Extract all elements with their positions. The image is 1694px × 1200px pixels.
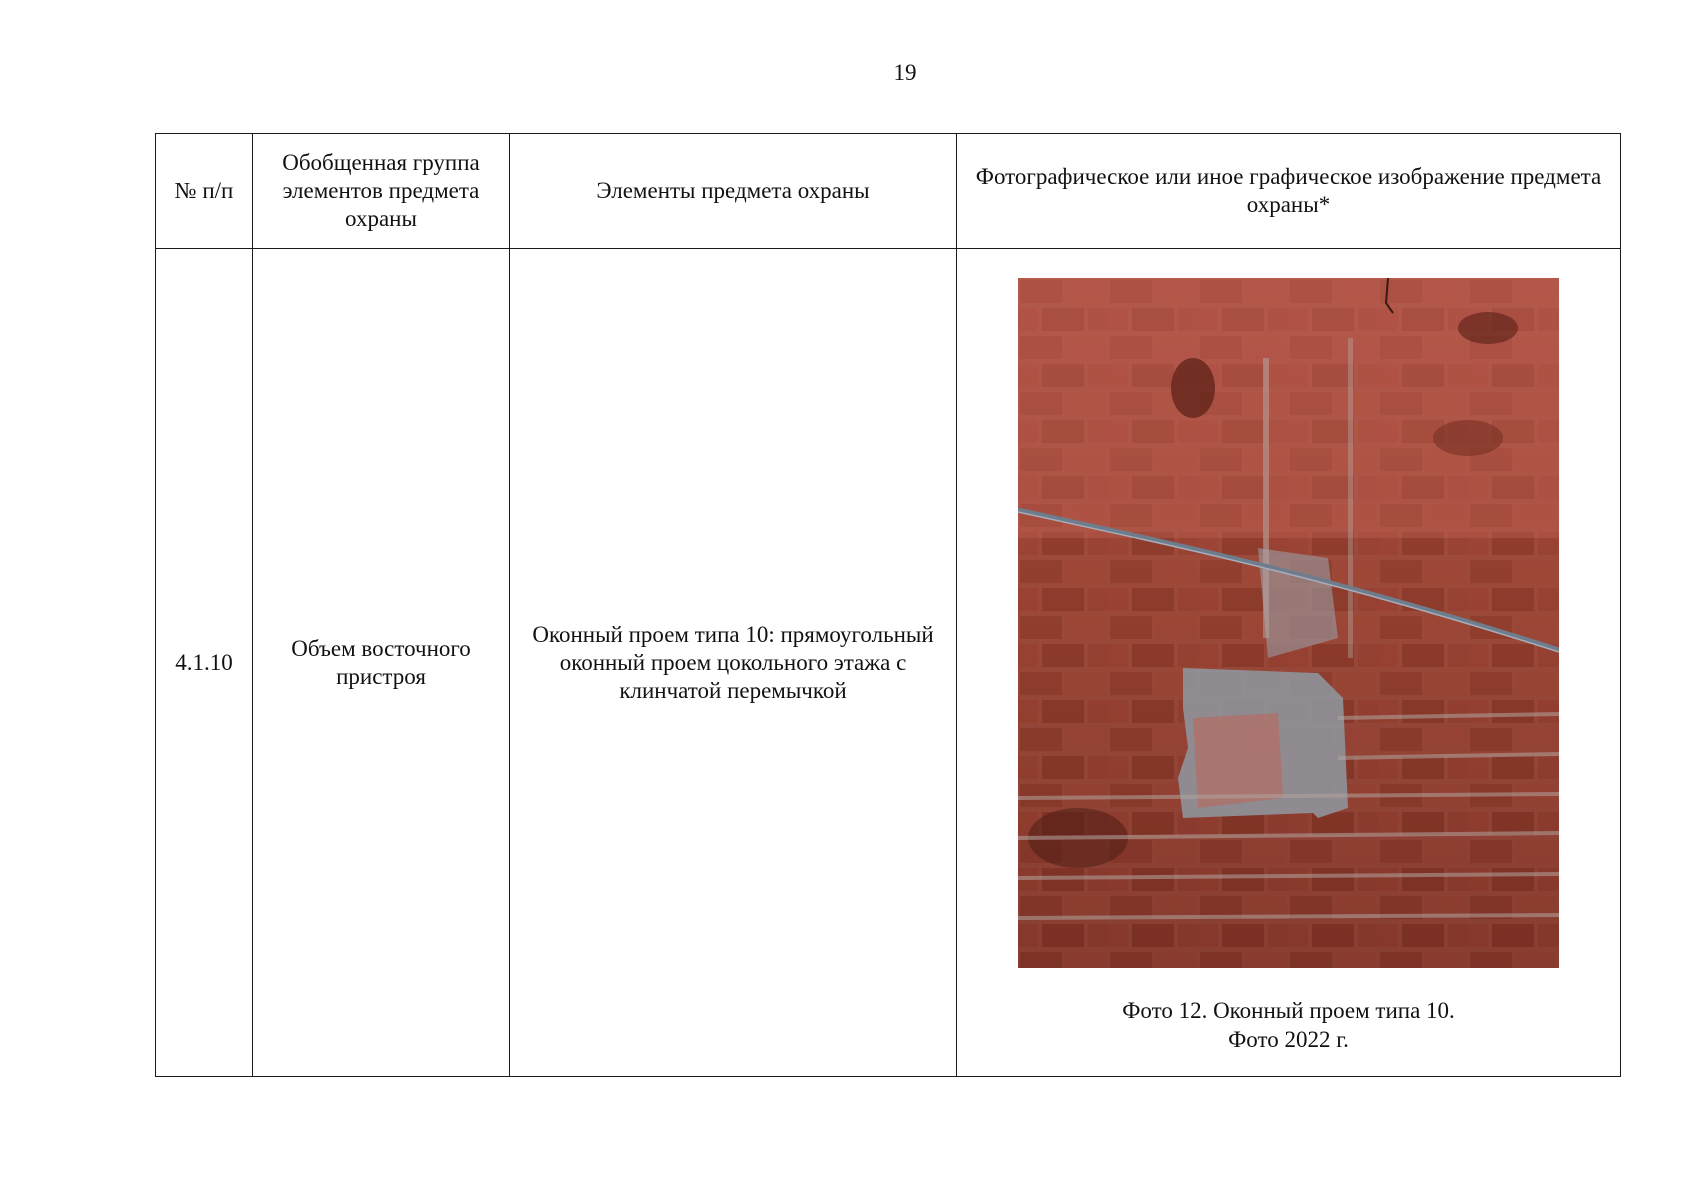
header-photo: Фотографическое или иное графическое изображение предмета охраны* <box>957 134 1621 249</box>
cell-photo <box>957 249 1621 1077</box>
cell-group: Объем восточного пристроя <box>253 249 510 1077</box>
cell-num: 4.1.10 <box>156 249 253 1077</box>
photo-caption-line2: Фото 2022 г. <box>1228 1027 1349 1052</box>
brick-wall-photo <box>1018 278 1559 968</box>
table-row <box>156 249 1621 1077</box>
photo-caption <box>957 996 1620 1054</box>
table-header-row <box>156 134 1621 249</box>
photo-caption-line1: Фото 12. Оконный проем типа 10. <box>1122 998 1455 1023</box>
header-num: № п/п <box>156 134 253 249</box>
page-number: 19 <box>893 60 917 85</box>
cell-elements: Оконный проем типа 10: прямоугольный оконный проем цокольного этажа с клинчатой перемычкой <box>510 249 957 1077</box>
header-group: Обобщенная группа элементов предмета охраны <box>253 134 510 249</box>
protection-subject-table <box>155 133 1621 1077</box>
header-elements: Элементы предмета охраны <box>510 134 957 249</box>
